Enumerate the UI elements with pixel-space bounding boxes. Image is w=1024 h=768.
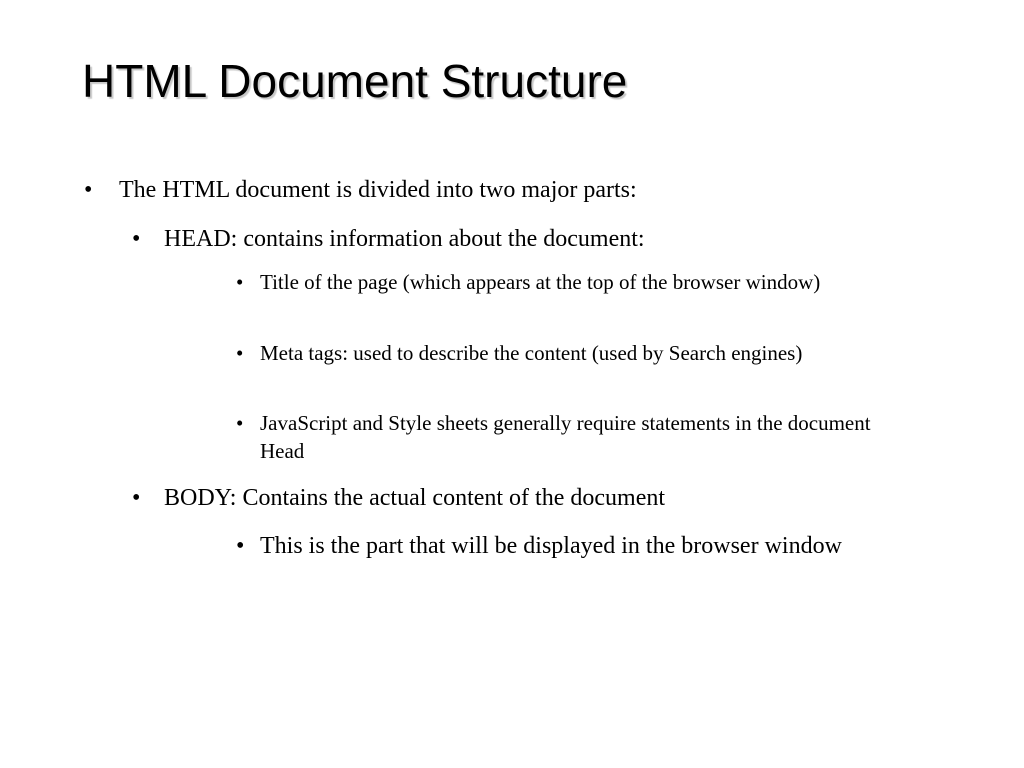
bullet-body — [132, 482, 932, 514]
bullet-body-display — [236, 531, 876, 561]
bullet-text: BODY: Contains the actual content of the document — [164, 485, 666, 511]
bullet-head — [132, 223, 932, 255]
bullet-head-title — [236, 268, 916, 296]
bullet-text: The HTML document is divided into two major parts: — [119, 177, 637, 203]
bullet-text: HEAD: contains information about the document: — [164, 226, 645, 252]
bullet-head-scripts — [236, 409, 916, 465]
bullet-marker: • — [236, 411, 244, 435]
bullet-head-meta — [236, 339, 916, 367]
bullet-marker: • — [132, 485, 141, 511]
bullet-text: This is the part that will be displayed in the browser window — [260, 533, 842, 559]
bullet-marker: • — [236, 533, 245, 559]
slide-title: HTML Document Structure — [82, 55, 628, 107]
bullet-text: Title of the page (which appears at the top of the browser window) — [260, 270, 821, 294]
bullet-marker: • — [236, 341, 244, 365]
bullet-document-parts — [84, 174, 944, 206]
bullet-text: JavaScript and Style sheets generally require statements in the document Head — [260, 411, 871, 463]
bullet-text: Meta tags: used to describe the content (used by Search engines) — [260, 341, 803, 365]
bullet-marker: • — [132, 226, 141, 252]
bullet-marker: • — [236, 270, 244, 294]
bullet-marker: • — [84, 177, 93, 203]
